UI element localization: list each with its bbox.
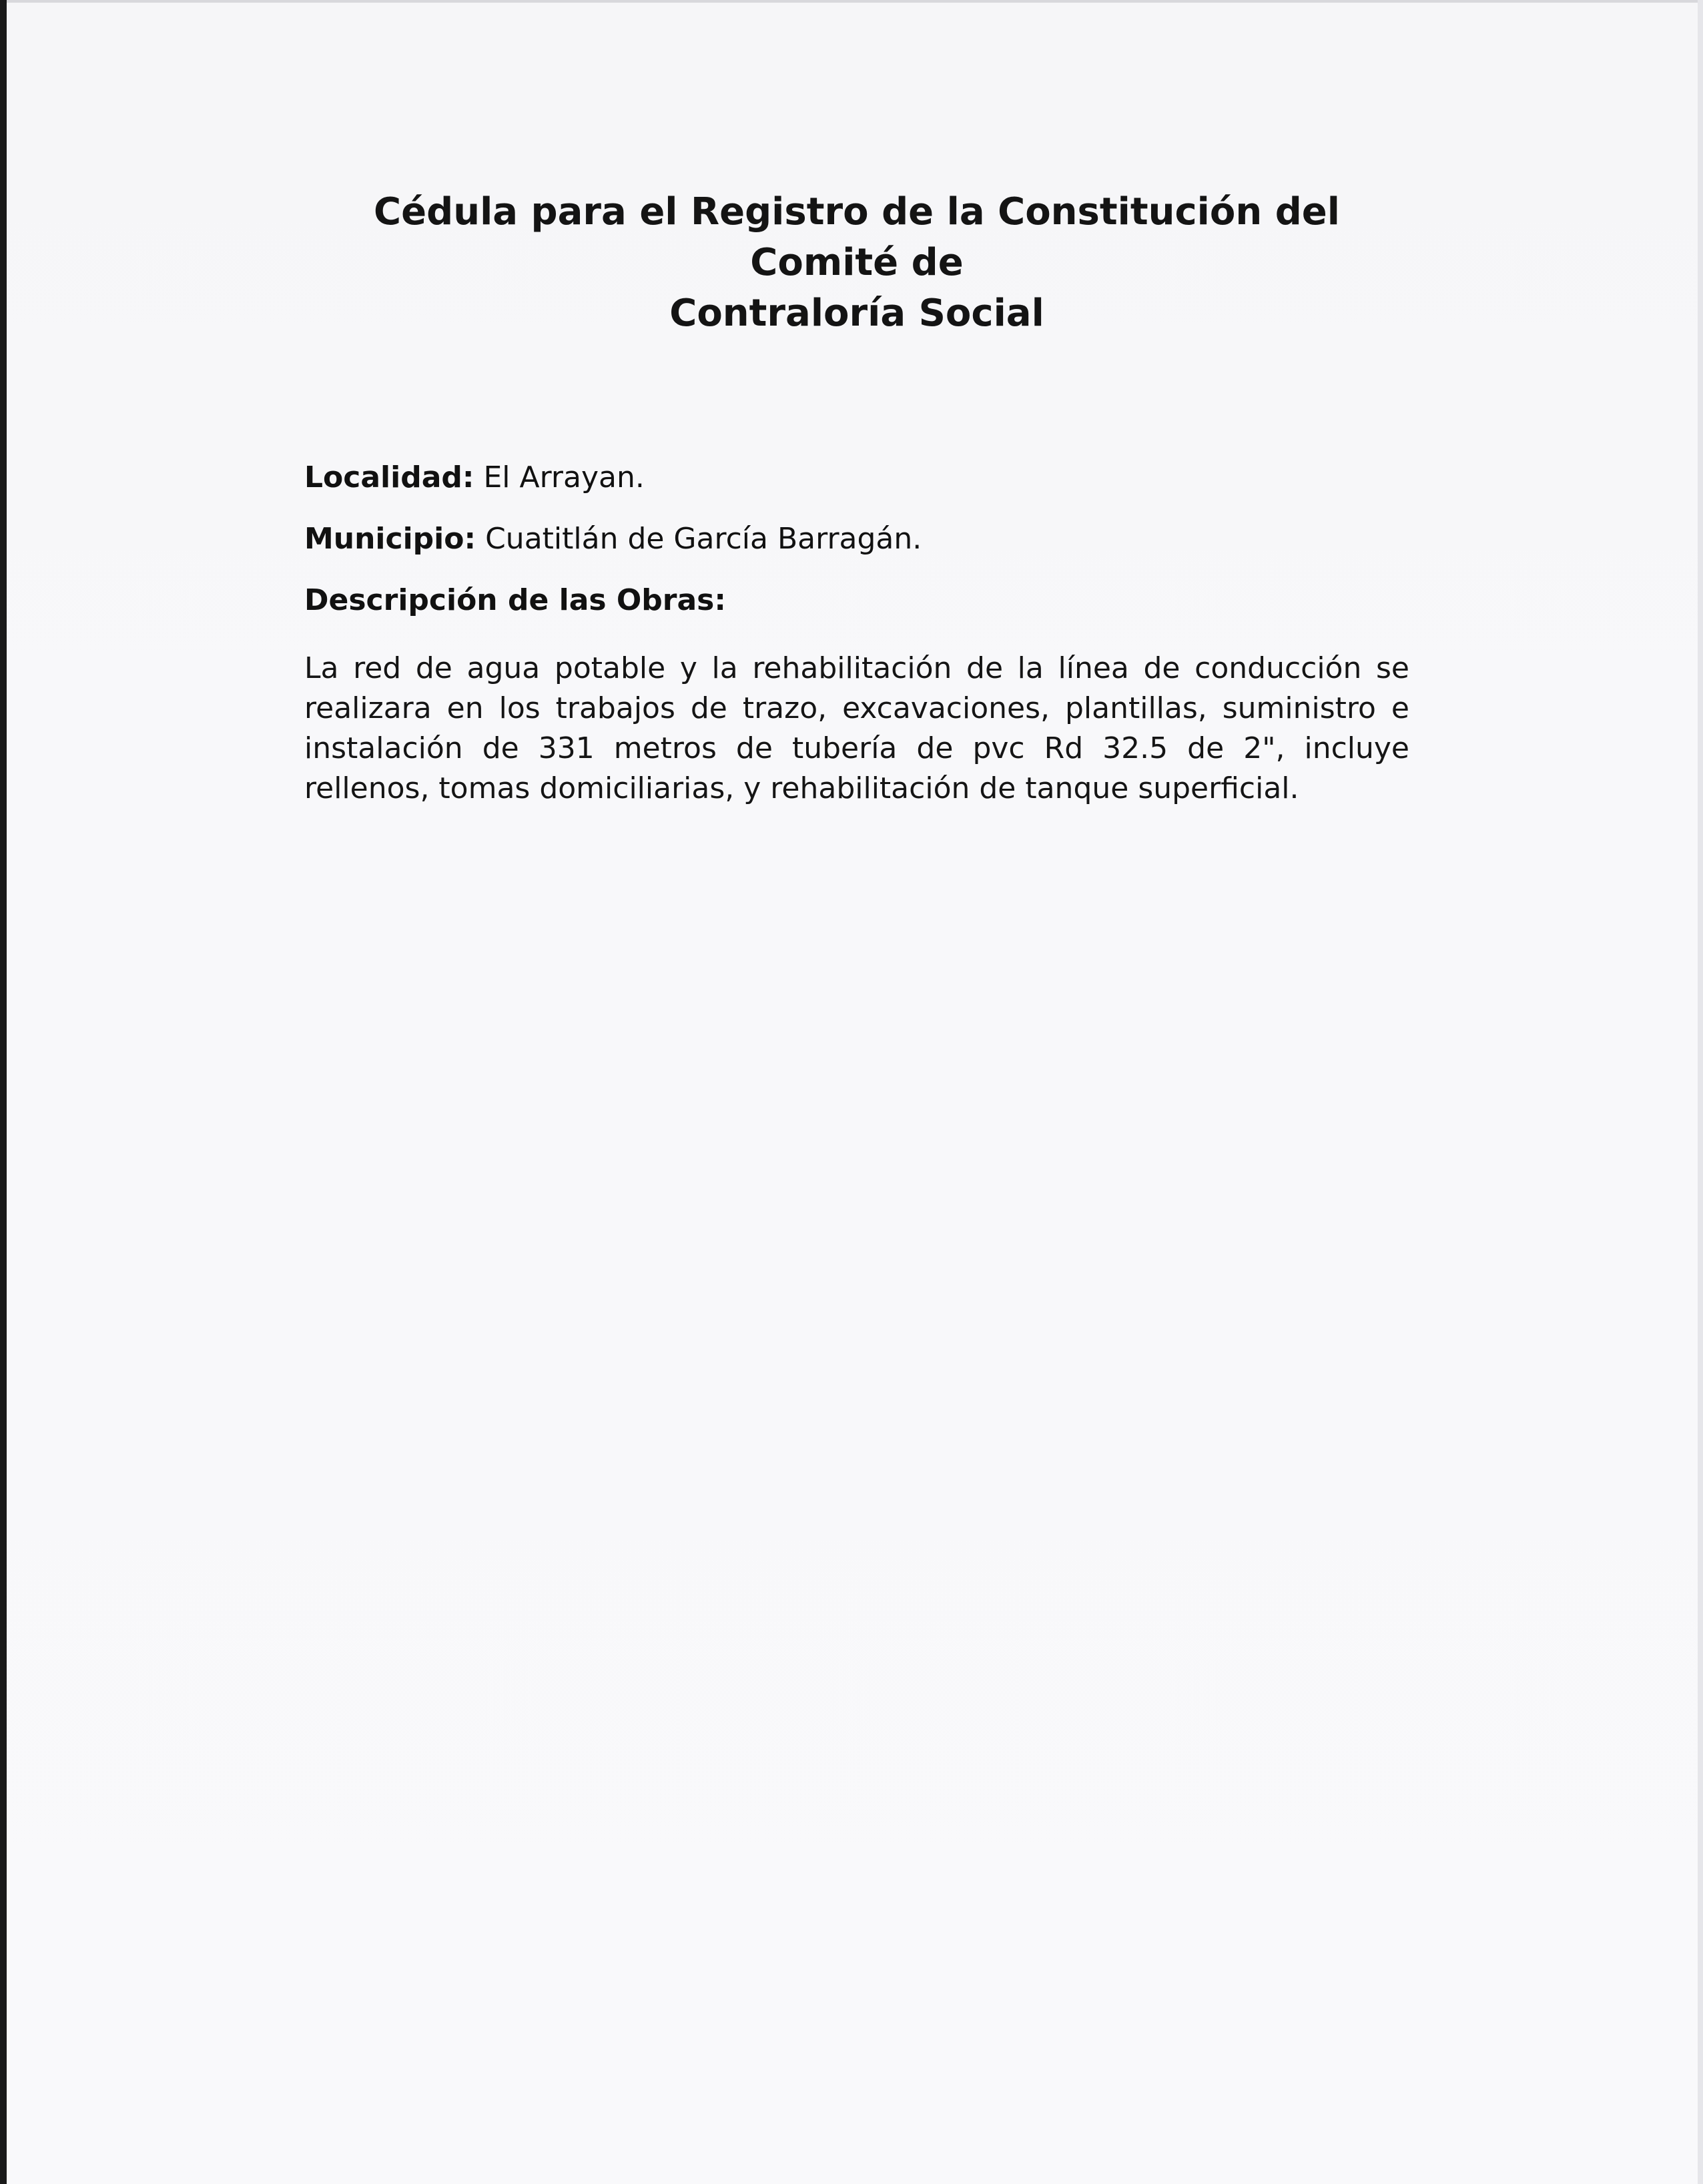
descripcion-label: Descripción de las Obras: bbox=[304, 583, 726, 617]
descripcion-paragraph: La red de agua potable y la rehabilitación de la línea de conducción se realizara en los trabajos de trazo, excavaciones, plantillas, suministro e instalación de 331 metros de tubería de pvc Rd 32.5 de 2", incluye rellenos, tomas domiciliarias, y rehabilitación de tanque superficial. bbox=[304, 651, 1409, 805]
municipio-field bbox=[304, 519, 1409, 559]
municipio-value: Cuatitlán de García Barragán. bbox=[476, 522, 922, 556]
document-title bbox=[304, 187, 1409, 339]
scan-edge-top bbox=[0, 0, 1703, 3]
municipio-label: Municipio: bbox=[304, 522, 476, 556]
scan-edge-left bbox=[0, 0, 7, 2184]
title-line-2: Contraloría Social bbox=[669, 292, 1044, 335]
localidad-value: El Arrayan. bbox=[474, 460, 645, 494]
localidad-label: Localidad: bbox=[304, 460, 474, 494]
localidad-field bbox=[304, 458, 1409, 498]
title-line-1: Cédula para el Registro de la Constitución del Comité de bbox=[374, 190, 1340, 284]
descripcion-heading bbox=[304, 581, 1409, 621]
document-content bbox=[304, 187, 1409, 809]
scan-edge-right bbox=[1698, 0, 1703, 2184]
